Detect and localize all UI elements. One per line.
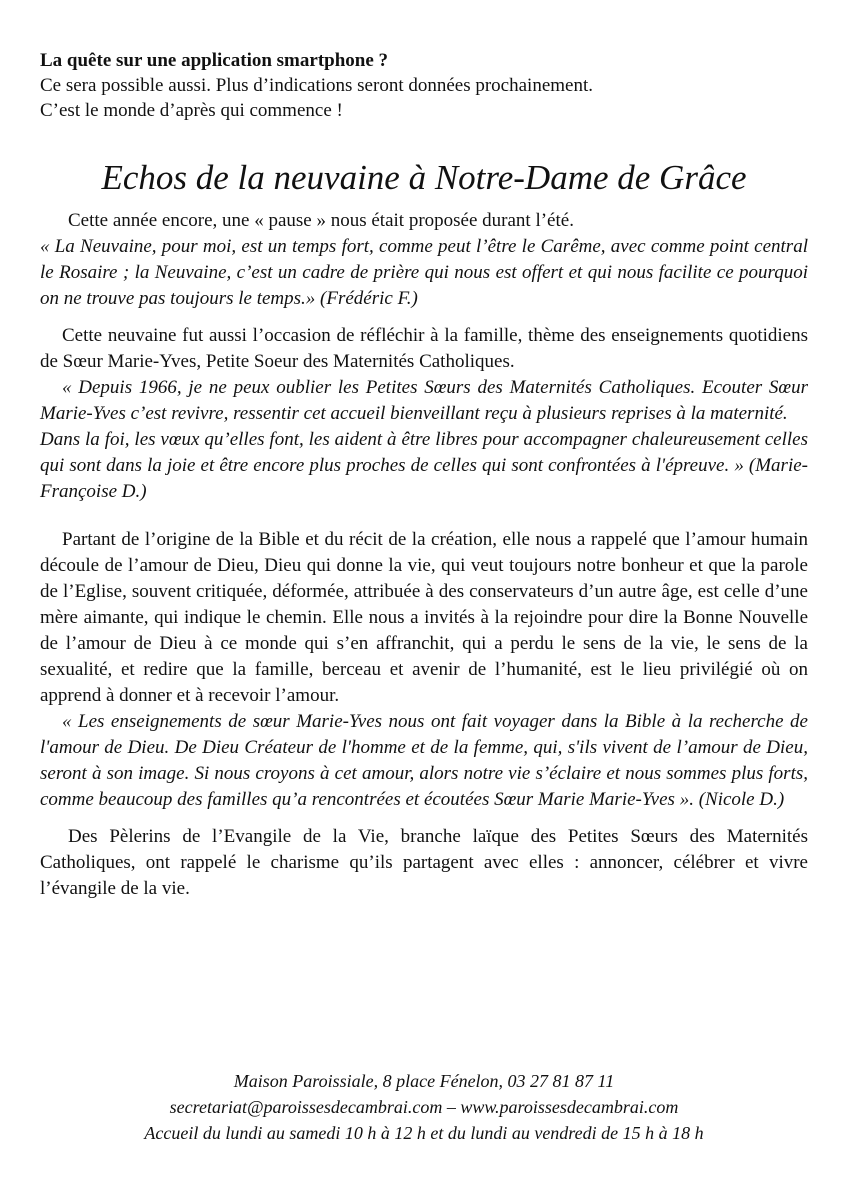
paragraph-3 xyxy=(40,527,808,813)
page-content xyxy=(40,48,808,902)
paragraph-4: Des Pèlerins de l’Evangile de la Vie, branche laïque des Petites Sœurs des Maternités Catholiques, ont rappelé le charisme qu’ils partagent avec elles : annoncer, célébrer et vivre l’évangile de la vie. xyxy=(40,826,808,899)
paragraph-1 xyxy=(40,208,808,312)
quote-marie-francoise-a: « Depuis 1966, je ne peux oublier les Petites Sœurs des Maternités Catholiques. Ecouter Sœur Marie-Yves c’est revivre, ressentir cet accueil bienveillant reçu à plusieurs reprises à la maternité. xyxy=(40,377,808,424)
paragraph-2 xyxy=(40,323,808,505)
quote-frederic: « La Neuvaine, pour moi, est un temps fort, comme peut l’être le Carême, avec comme point central le Rosaire ; la Neuvaine, c’est un cadre de prière qui nous est offert et qui nous facilite ce pourquoi on ne trouve pas toujours le temps.» (Frédéric F.) xyxy=(40,236,808,309)
quote-marie-francoise-b: Dans la foi, les vœux qu’elles font, les aident à être libres pour accompagner chaleureusement celles qui sont dans la joie et être encore plus proches de celles qui sont confrontées à l'épreuve. » (Marie-Françoise D.) xyxy=(40,429,808,502)
footer-contact xyxy=(40,1068,808,1146)
intro-line-1: Ce sera possible aussi. Plus d’indications seront données prochainement. xyxy=(40,75,594,96)
article-title: Echos de la neuvaine à Notre-Dame de Grâce xyxy=(101,158,747,197)
paragraph-3-text: Partant de l’origine de la Bible et du récit de la création, elle nous a rappelé que l’amour humain découle de l’amour de Dieu, Dieu qui donne la vie, qui veut toujours notre bonheur et que la parole de l’Eglise, souvent critiquée, déformée, attribuée à des conservateurs d’un autre âge, est celle d’une mère aimante, qui indique le chemin. Elle nous a invités à la rejoindre pour dire la Bonne Nouvelle de l’amour de Dieu à ce monde qui s’en affranchit, qui a perdu le sens de la vie, le sens de la sexualité, et redire que la famille, berceau et avenir de l’humanité, est le lieu privilégié où on apprend à donner et à recevoir l’amour. xyxy=(40,529,808,706)
intro-title: La quête sur une application smartphone ? xyxy=(40,50,389,71)
footer-hours: Accueil du lundi au samedi 10 h à 12 h et du lundi au vendredi de 15 h à 18 h xyxy=(144,1123,704,1143)
footer-email-website: secretariat@paroissesdecambrai.com – www.paroissesdecambrai.com xyxy=(169,1097,679,1117)
intro-notice xyxy=(40,48,808,123)
quote-nicole: « Les enseignements de sœur Marie-Yves nous ont fait voyager dans la Bible à la recherche de l'amour de Dieu. De Dieu Créateur de l'homme et de la femme, qui, s'ils vivent de l’amour de Dieu, seront à son image. Si nous croyons à cet amour, alors notre vie s’éclaire et nous sommes plus forts, comme beaucoup des familles qu’a rencontrées et écoutées Sœur Marie Marie-Yves ». (Nicole D.) xyxy=(40,711,808,810)
footer-address: Maison Paroissiale, 8 place Fénelon, 03 27 81 87 11 xyxy=(233,1071,615,1091)
paragraph-2-text: Cette neuvaine fut aussi l’occasion de réfléchir à la famille, thème des enseignements quotidiens de Sœur Marie-Yves, Petite Soeur des Maternités Catholiques. xyxy=(40,325,808,372)
intro-line-2: C’est le monde d’après qui commence ! xyxy=(40,100,343,121)
paragraph-1-lead: Cette année encore, une « pause » nous était proposée durant l’été. xyxy=(68,210,574,231)
